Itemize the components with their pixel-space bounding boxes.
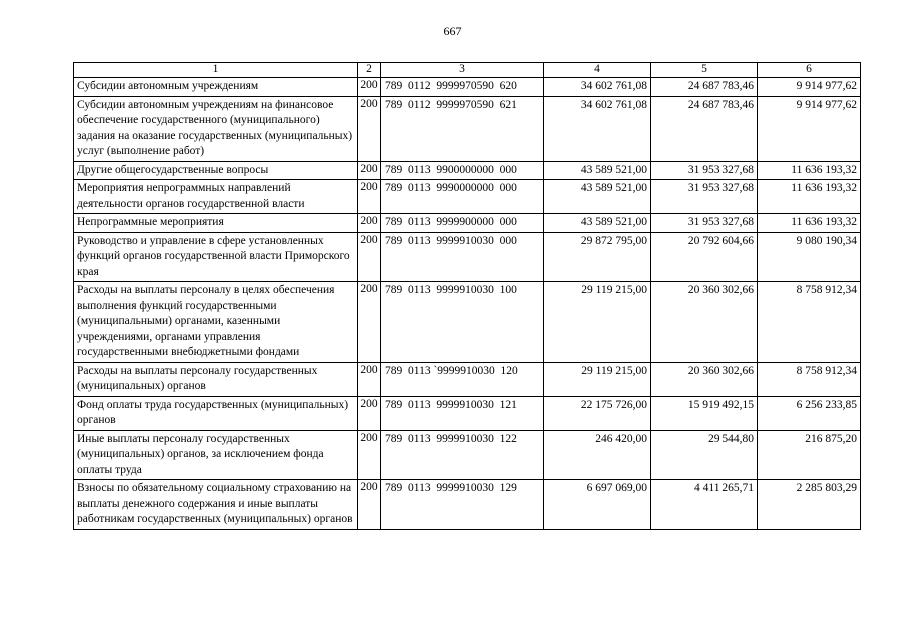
column-header-6: 6 bbox=[758, 63, 861, 78]
amount-col6-cell: 9 914 977,62 bbox=[758, 96, 861, 161]
amount-col4-cell: 29 119 215,00 bbox=[544, 362, 651, 396]
table-row bbox=[74, 78, 861, 97]
amount-col6-cell: 2 285 803,29 bbox=[758, 480, 861, 530]
column-header-5: 5 bbox=[651, 63, 758, 78]
amount-col6-cell: 9 914 977,62 bbox=[758, 78, 861, 97]
amount-col4-cell: 29 872 795,00 bbox=[544, 232, 651, 282]
amount-col5-cell: 24 687 783,46 bbox=[651, 78, 758, 97]
grbs-code-cell: 200 bbox=[358, 480, 381, 530]
amount-col4-cell: 22 175 726,00 bbox=[544, 396, 651, 430]
amount-col5-cell: 20 792 604,66 bbox=[651, 232, 758, 282]
table-row bbox=[74, 480, 861, 530]
amount-col6-cell: 11 636 193,32 bbox=[758, 180, 861, 214]
budget-classification-code-cell: 789 0112 9999970590 621 bbox=[381, 96, 544, 161]
budget-classification-code-cell: 789 0113 9999910030 121 bbox=[381, 396, 544, 430]
budget-table bbox=[73, 62, 861, 530]
grbs-code-cell: 200 bbox=[358, 78, 381, 97]
amount-col6-cell: 11 636 193,32 bbox=[758, 161, 861, 180]
amount-col5-cell: 15 919 492,15 bbox=[651, 396, 758, 430]
expense-name-cell: Фонд оплаты труда государственных (муниципальных) органов bbox=[74, 396, 358, 430]
table-row bbox=[74, 232, 861, 282]
amount-col6-cell: 8 758 912,34 bbox=[758, 362, 861, 396]
amount-col4-cell: 34 602 761,08 bbox=[544, 96, 651, 161]
amount-col4-cell: 246 420,00 bbox=[544, 430, 651, 480]
grbs-code-cell: 200 bbox=[358, 232, 381, 282]
amount-col5-cell: 4 411 265,71 bbox=[651, 480, 758, 530]
amount-col5-cell: 20 360 302,66 bbox=[651, 362, 758, 396]
amount-col5-cell: 31 953 327,68 bbox=[651, 214, 758, 233]
grbs-code-cell: 200 bbox=[358, 362, 381, 396]
amount-col6-cell: 11 636 193,32 bbox=[758, 214, 861, 233]
budget-classification-code-cell: 789 0113 9999910030 129 bbox=[381, 480, 544, 530]
expense-name-cell: Мероприятия непрограммных направлений деятельности органов государственной власти bbox=[74, 180, 358, 214]
budget-classification-code-cell: 789 0113 9999910030 000 bbox=[381, 232, 544, 282]
grbs-code-cell: 200 bbox=[358, 396, 381, 430]
grbs-code-cell: 200 bbox=[358, 180, 381, 214]
column-numbers-row bbox=[74, 63, 861, 78]
expense-name-cell: Иные выплаты персоналу государственных (муниципальных) органов, за исключением фонда оплаты труда bbox=[74, 430, 358, 480]
column-header-3: 3 bbox=[381, 63, 544, 78]
page-number: 667 bbox=[443, 24, 462, 38]
grbs-code-cell: 200 bbox=[358, 96, 381, 161]
table-row bbox=[74, 362, 861, 396]
grbs-code-cell: 200 bbox=[358, 161, 381, 180]
amount-col4-cell: 43 589 521,00 bbox=[544, 161, 651, 180]
expense-name-cell: Субсидии автономным учреждениям bbox=[74, 78, 358, 97]
expense-name-cell: Расходы на выплаты персоналу государственных (муниципальных) органов bbox=[74, 362, 358, 396]
table-row bbox=[74, 96, 861, 161]
table-row bbox=[74, 396, 861, 430]
grbs-code-cell: 200 bbox=[358, 430, 381, 480]
table-row bbox=[74, 430, 861, 480]
amount-col4-cell: 29 119 215,00 bbox=[544, 282, 651, 363]
amount-col5-cell: 31 953 327,68 bbox=[651, 180, 758, 214]
expense-name-cell: Взносы по обязательному социальному страхованию на выплаты денежного содержания и иные выплаты работникам государственных (муниципальных) органов bbox=[74, 480, 358, 530]
column-header-4: 4 bbox=[544, 63, 651, 78]
budget-table-body bbox=[74, 63, 861, 530]
table-row bbox=[74, 214, 861, 233]
amount-col4-cell: 43 589 521,00 bbox=[544, 214, 651, 233]
amount-col6-cell: 9 080 190,34 bbox=[758, 232, 861, 282]
grbs-code-cell: 200 bbox=[358, 282, 381, 363]
amount-col6-cell: 216 875,20 bbox=[758, 430, 861, 480]
amount-col5-cell: 20 360 302,66 bbox=[651, 282, 758, 363]
table-row bbox=[74, 282, 861, 363]
amount-col4-cell: 34 602 761,08 bbox=[544, 78, 651, 97]
expense-name-cell: Руководство и управление в сфере установленных функций органов государственной власти Приморского края bbox=[74, 232, 358, 282]
expense-name-cell: Непрограммные мероприятия bbox=[74, 214, 358, 233]
budget-classification-code-cell: 789 0113 9999910030 100 bbox=[381, 282, 544, 363]
expense-name-cell: Другие общегосударственные вопросы bbox=[74, 161, 358, 180]
amount-col5-cell: 24 687 783,46 bbox=[651, 96, 758, 161]
amount-col6-cell: 8 758 912,34 bbox=[758, 282, 861, 363]
amount-col5-cell: 31 953 327,68 bbox=[651, 161, 758, 180]
grbs-code-cell: 200 bbox=[358, 214, 381, 233]
column-header-2: 2 bbox=[358, 63, 381, 78]
amount-col5-cell: 29 544,80 bbox=[651, 430, 758, 480]
budget-classification-code-cell: 789 0113 9999910030 122 bbox=[381, 430, 544, 480]
budget-classification-code-cell: 789 0112 9999970590 620 bbox=[381, 78, 544, 97]
budget-classification-code-cell: 789 0113 9990000000 000 bbox=[381, 180, 544, 214]
budget-classification-code-cell: 789 0113 9999900000 000 bbox=[381, 214, 544, 233]
expense-name-cell: Субсидии автономным учреждениям на финансовое обеспечение государственного (муниципального) задания на оказание государственных (муниципальных) услуг (выполнение работ) bbox=[74, 96, 358, 161]
table-row bbox=[74, 180, 861, 214]
amount-col6-cell: 6 256 233,85 bbox=[758, 396, 861, 430]
amount-col4-cell: 6 697 069,00 bbox=[544, 480, 651, 530]
budget-classification-code-cell: 789 0113 9900000000 000 bbox=[381, 161, 544, 180]
table-row bbox=[74, 161, 861, 180]
amount-col4-cell: 43 589 521,00 bbox=[544, 180, 651, 214]
budget-classification-code-cell: 789 0113 `9999910030 120 bbox=[381, 362, 544, 396]
column-header-1: 1 bbox=[74, 63, 358, 78]
expense-name-cell: Расходы на выплаты персоналу в целях обеспечения выполнения функций государственными (муниципальными) органами, казенными учреждениями, органами управления государственными внебюджетными фондами bbox=[74, 282, 358, 363]
